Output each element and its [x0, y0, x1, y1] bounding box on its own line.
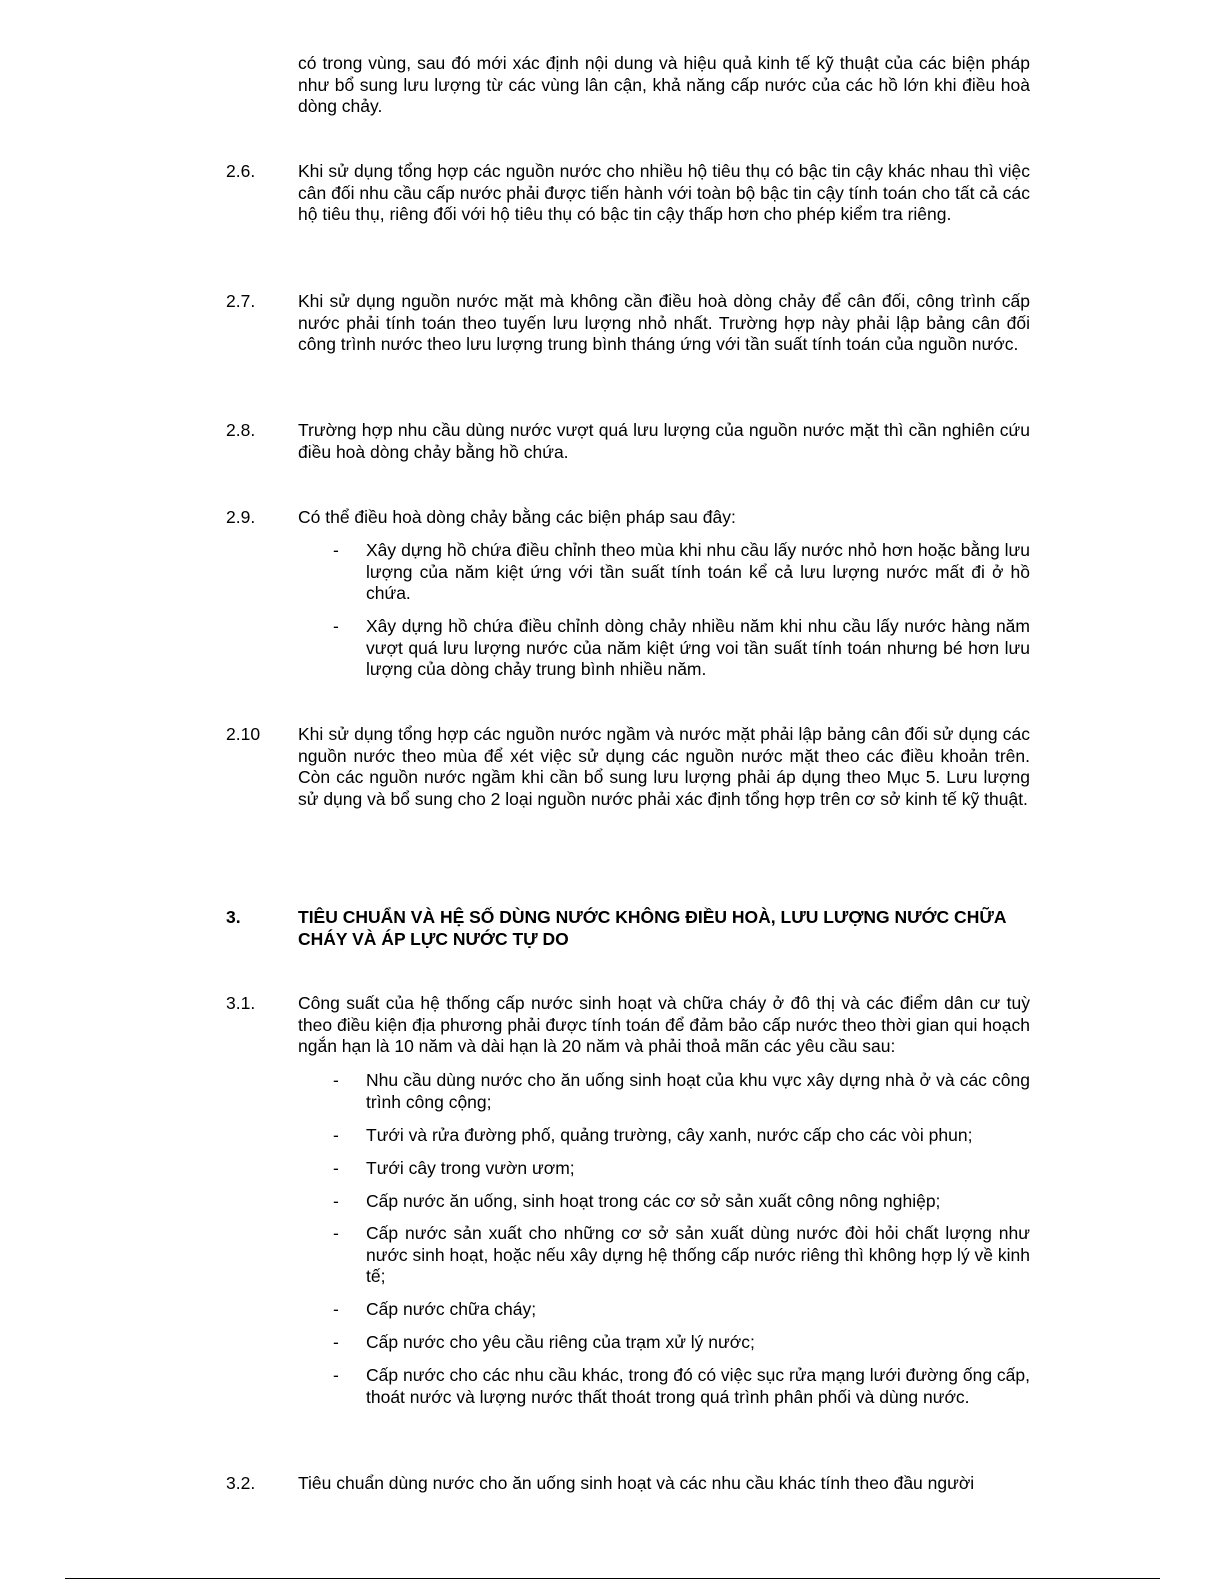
item-text: Khi sử dụng nguồn nước mặt mà không cần điều hoà dòng chảy để cân đối, công trình cấp nước phải tính toán theo tuyến lưu lượng nhỏ nhất. Trường hợp này phải lập bảng cân đối công trình nước theo lưu lượng trung bình tháng ứng với tần suất tính toán của nguồn nước. [298, 291, 1030, 355]
bullet-text: Cấp nước cho yêu cầu riêng của trạm xử lý nước; [366, 1332, 755, 1352]
bullet-text: Nhu cầu dùng nước cho ăn uống sinh hoạt của khu vực xây dựng nhà ở và các công trình công cộng; [366, 1070, 1030, 1112]
item-number: 2.10 [226, 724, 261, 744]
bullet-marker: - [333, 1125, 339, 1145]
bullet-marker: - [333, 1299, 339, 1319]
bullet-text: Cấp nước cho các nhu cầu khác, trong đó có việc sục rửa mạng lưới đường ống cấp, thoát nước và lượng nước thất thoát trong quá trình phân phối và dùng nước. [366, 1365, 1030, 1407]
item-number: 3.2. [226, 1473, 256, 1493]
item-number: 2.9. [226, 507, 256, 527]
bullet-text: Tưới cây trong vườn ươm; [366, 1158, 575, 1178]
bullet-marker: - [333, 1070, 339, 1090]
item-text: Khi sử dụng tổng hợp các nguồn nước ngầm và nước mặt phải lập bảng cân đối sử dụng các nguồn nước theo mùa để xét việc sử dụng các nguồn nước mặt theo các điều khoản trên. Còn các nguồn nước ngầm khi cần bổ sung lưu lượng phải áp dụng theo Mục 5. Lưu lượng sử dụng và bổ sung cho 2 loại nguồn nước phải xác định tổng hợp trên cơ sở kinh tế kỹ thuật. [298, 724, 1030, 809]
bullet-text: Xây dựng hồ chứa điều chỉnh theo mùa khi nhu cầu lấy nước nhỏ hơn hoặc bằng lưu lượng của năm kiệt ứng với tần suất tính toán kể cả lưu lượng nước mất đi ở hồ chứa. [366, 540, 1030, 604]
item-number: 2.8. [226, 420, 256, 440]
item-text: Trường hợp nhu cầu dùng nước vượt quá lưu lượng của nguồn nước mặt thì cần nghiên cứu điều hoà dòng chảy bằng hồ chứa. [298, 420, 1030, 462]
intro-paragraph: có trong vùng, sau đó mới xác định nội dung và hiệu quả kinh tế kỹ thuật của các biện pháp như bổ sung lưu lượng từ các vùng lân cận, khả năng cấp nước của các hồ lớn khi điều hoà dòng chảy. [298, 53, 1030, 117]
item-text: Công suất của hệ thống cấp nước sinh hoạt và chữa cháy ở đô thị và các điểm dân cư tuỳ theo điều kiện địa phương phải được tính toán để đảm bảo cấp nước theo thời gian qui hoạch ngắn hạn là 10 năm và dài hạn là 20 năm và phải thoả mãn các yêu cầu sau: [298, 993, 1030, 1057]
bullet-marker: - [333, 616, 339, 636]
section-title: TIÊU CHUẨN VÀ HỆ SỐ DÙNG NƯỚC KHÔNG ĐIỀU HOÀ, LƯU LƯỢNG NƯỚC CHỮA CHÁY VÀ ÁP LỰC NƯỚC TỰ DO [298, 907, 1006, 949]
bullet-text: Xây dựng hồ chứa điều chỉnh dòng chảy nhiều năm khi nhu cầu lấy nước hàng năm vượt quá lưu lượng nước của năm kiệt ứng voi tần suất tính toán nhưng bé hơn lưu lượng của dòng chảy trung bình nhiều năm. [366, 616, 1030, 680]
bullet-text: Cấp nước sản xuất cho những cơ sở sản xuất dùng nước đòi hỏi chất lượng như nước sinh hoạt, hoặc nếu xây dựng hệ thống cấp nước riêng thì không hợp lý về kinh tế; [366, 1223, 1031, 1287]
bullet-marker: - [333, 1365, 339, 1385]
bullet-text: Tưới và rửa đường phố, quảng trường, cây xanh, nước cấp cho các vòi phun; [366, 1125, 973, 1145]
bullet-marker: - [333, 540, 339, 560]
item-text: Khi sử dụng tổng hợp các nguồn nước cho nhiều hộ tiêu thụ có bậc tin cậy khác nhau thì việc cân đối nhu cầu cấp nước phải được tiến hành với toàn bộ bậc tin cậy tính toán cho tất cả các hộ tiêu thụ, riêng đối với hộ tiêu thụ có bậc tin cậy thấp hơn cho phép kiểm tra riêng. [298, 161, 1030, 225]
item-number: 2.6. [226, 161, 256, 181]
bullet-text: Cấp nước ăn uống, sinh hoạt trong các cơ sở sản xuất công nông nghiệp; [366, 1191, 941, 1211]
page-divider [65, 1578, 1160, 1579]
item-number: 3.1. [226, 993, 256, 1013]
bullet-text: Cấp nước chữa cháy; [366, 1299, 537, 1319]
item-number: 2.7. [226, 291, 256, 311]
item-text: Có thể điều hoà dòng chảy bằng các biện pháp sau đây: [298, 507, 736, 527]
section-number: 3. [226, 907, 241, 927]
bullet-marker: - [333, 1191, 339, 1211]
bullet-marker: - [333, 1223, 339, 1243]
bullet-marker: - [333, 1158, 339, 1178]
bullet-marker: - [333, 1332, 339, 1352]
item-text: Tiêu chuẩn dùng nước cho ăn uống sinh hoạt và các nhu cầu khác tính theo đầu người [298, 1473, 975, 1493]
